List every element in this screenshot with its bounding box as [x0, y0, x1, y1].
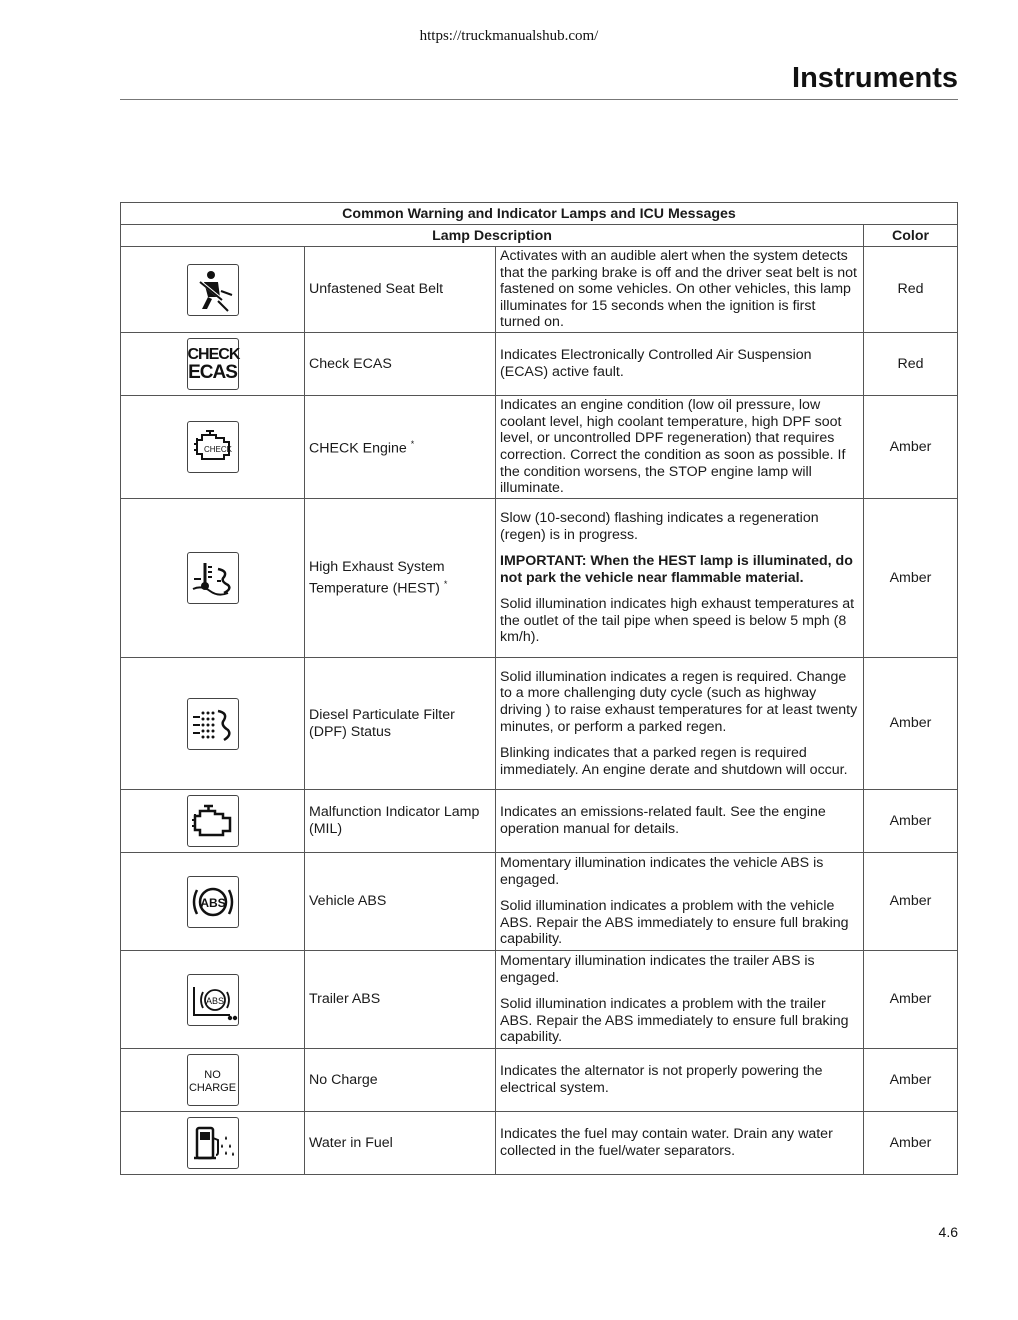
lamp-color: Amber — [864, 1049, 958, 1112]
table-row — [121, 1112, 958, 1175]
lamp-color: Amber — [864, 853, 958, 951]
source-url: https://truckmanualshub.com/ — [419, 28, 599, 44]
warning-lamps-table — [120, 202, 958, 1175]
lamp-name-note: * — [410, 439, 415, 450]
icon-label: ABS — [199, 895, 226, 910]
lamp-color: Amber — [864, 396, 958, 499]
malfunction-engine-icon — [187, 795, 239, 847]
table-row — [121, 790, 958, 853]
lamp-description: Slow (10-second) flashing indicates a regeneration (regen) is in progress. — [500, 509, 819, 543]
icon-label: CHARGE — [188, 1082, 237, 1094]
table-row — [121, 247, 958, 333]
lamp-description: Momentary illumination indicates the vehicle ABS is engaged. — [500, 855, 824, 888]
lamp-description: Solid illumination indicates a problem with the trailer ABS. Repair the ABS immediately to ensure full braking capability. — [500, 996, 849, 1046]
lamp-name: High Exhaust System Temperature (HEST) — [309, 559, 445, 597]
icon-label: ECAS — [188, 362, 237, 383]
important-notice: IMPORTANT: When the HEST lamp is illuminated, do not park the vehicle near flammable material. — [500, 553, 853, 586]
table-row — [121, 396, 958, 499]
lamp-name: Trailer ABS — [309, 991, 381, 1008]
lamp-description: Indicates an engine condition (low oil pressure, low coolant level, high coolant temperature, high DPF soot level, or uncontrolled DPF regeneration) that requires correction. Correct the condition as soon as possible. If the condition worsens, the STOP engine lamp will illuminate. — [500, 397, 846, 497]
lamp-color: Red — [864, 333, 958, 396]
high-exhaust-temperature-icon — [187, 552, 239, 604]
lamp-description: Solid illumination indicates high exhaust temperatures at the outlet of the tail pipe when speed is below 5 mph (8 km/h). — [500, 596, 855, 646]
table-row — [121, 658, 958, 790]
table-row — [121, 333, 958, 396]
table-caption-row — [121, 203, 958, 225]
lamp-color: Amber — [864, 790, 958, 853]
lamp-name: Malfunction Indicator Lamp (MIL) — [309, 804, 480, 837]
trailer-abs-icon — [187, 974, 239, 1026]
check-ecas-icon — [187, 338, 239, 390]
lamp-color: Red — [864, 247, 958, 333]
lamp-name: Unfastened Seat Belt — [309, 281, 444, 298]
lamp-name: Diesel Particulate Filter (DPF) Status — [309, 706, 455, 740]
table-caption: Common Warning and Indicator Lamps and ICU Messages — [121, 203, 958, 225]
lamp-color: Amber — [864, 951, 958, 1049]
lamp-description: Solid illumination indicates a regen is required. Change to a more challenging duty cycle (such as highway driving ) to raise exhaust temperatures for at least twenty minutes, or perform a parked regen. — [500, 668, 858, 735]
no-charge-icon — [187, 1054, 239, 1106]
lamp-name: Water in Fuel — [309, 1134, 393, 1151]
lamp-name: No Charge — [309, 1071, 378, 1088]
lamp-color: Amber — [864, 499, 958, 658]
check-engine-icon — [187, 421, 239, 473]
lamp-color: Amber — [864, 658, 958, 790]
vehicle-abs-icon — [187, 876, 239, 928]
lamp-description: Blinking indicates that a parked regen is required immediately. An engine derate and shutdown will occur. — [500, 745, 848, 778]
icon-label: CHECK — [203, 445, 232, 454]
dpf-status-icon — [187, 698, 239, 750]
table-row — [121, 499, 958, 658]
lamp-name-note: * — [443, 578, 448, 589]
lamp-description: Indicates the alternator is not properly powering the electrical system. — [500, 1063, 823, 1096]
water-in-fuel-icon — [187, 1117, 239, 1169]
header-lamp-description: Lamp Description — [121, 225, 864, 247]
page-number: 4.6 — [938, 1224, 958, 1240]
seat-belt-icon — [187, 264, 239, 316]
title-divider — [120, 99, 958, 100]
lamp-description: Activates with an audible alert when the system detects that the parking brake is off and the driver seat belt is not fastened on some vehicles. On other vehicles, this lamp illuminates for 15 seconds when the ignition is first turned on. — [500, 248, 858, 331]
table-row — [121, 853, 958, 951]
lamp-description: Solid illumination indicates a problem with the vehicle ABS. Repair the ABS immediately to ensure full braking capability. — [500, 898, 849, 948]
lamp-name: Vehicle ABS — [309, 893, 387, 910]
table-header-row — [121, 225, 958, 247]
icon-label: ABS — [205, 995, 224, 1006]
icon-label: NO — [204, 1069, 221, 1081]
lamp-description: Indicates the fuel may contain water. Drain any water collected in the fuel/water separators. — [500, 1126, 833, 1159]
table-row — [121, 951, 958, 1049]
header-color: Color — [864, 225, 958, 247]
lamp-name: Check ECAS — [309, 355, 392, 372]
icon-label: CHECK — [187, 346, 240, 363]
lamp-description: Indicates Electronically Controlled Air Suspension (ECAS) active fault. — [500, 347, 812, 380]
lamp-name: CHECK Engine — [309, 441, 407, 458]
section-title: Instruments — [792, 62, 958, 94]
table-row — [121, 1049, 958, 1112]
lamp-description: Momentary illumination indicates the trailer ABS is engaged. — [500, 953, 815, 986]
lamp-color: Amber — [864, 1112, 958, 1175]
lamp-description: Indicates an emissions-related fault. See the engine operation manual for details. — [500, 804, 826, 837]
